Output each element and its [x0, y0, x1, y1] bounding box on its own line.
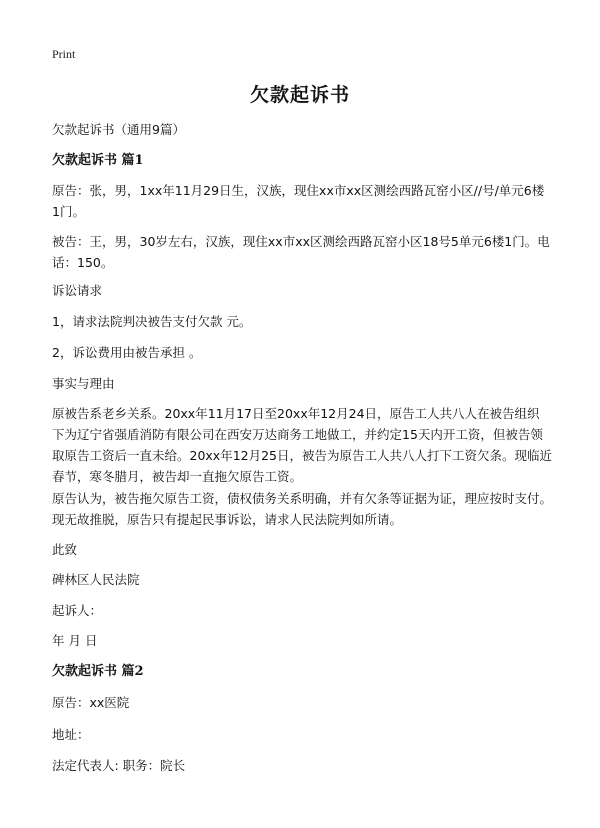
section-2-heading: 欠款起诉书 篇2	[52, 664, 144, 679]
claim-item-1: 1，请求法院判决被告支付欠款 元。	[52, 314, 252, 329]
facts-paragraph-1: 原被告系老乡关系。20xx年11月17日至20xx年12月24日，原告工人共八人在被告组织下为辽宁省强盾消防有限公司在西安万达商务工地做工，并约定15天内开工资，但被告领取原告工资后一直未给。20xx年12月25日，被告为原告工人共八人打下工资欠条。现临近春节，寒冬腊月，被告却一直拖欠原告工资。	[52, 406, 553, 484]
address-label: 地址：	[52, 727, 90, 742]
facts-heading: 事实与理由	[52, 376, 115, 391]
date-line: 年 月 日	[52, 633, 98, 648]
facts-paragraph-2: 原告认为，被告拖欠原告工资，债权债务关系明确，并有欠条等证据为证，理应按时支付。现无故推脱，原告只有提起民事诉讼，请求人民法院判如所请。	[52, 491, 553, 527]
document-subtitle: 欠款起诉书（通用9篇）	[52, 122, 185, 137]
claims-heading: 诉讼请求	[52, 283, 103, 298]
plaintiff-paragraph: 原告：张，男，1xx年11月29日生，汉族，现住xx市xx区测绘西路瓦窑小区//号/单元6楼1门。	[52, 183, 545, 219]
claim-item-2: 2，诉讼费用由被告承担 。	[52, 345, 202, 360]
defendant-paragraph: 被告：王，男，30岁左右，汉族，现住xx市xx区测绘西路瓦窑小区18号5单元6楼1门。电话：150。	[52, 234, 550, 270]
signer-label: 起诉人：	[52, 603, 103, 618]
salutation-label: 此致	[52, 542, 78, 557]
document-title: 欠款起诉书	[249, 84, 350, 106]
print-label[interactable]: Print	[52, 47, 76, 61]
legal-representative: 法定代表人: 职务：院长	[52, 758, 186, 773]
court-name: 碑林区人民法院	[52, 572, 140, 587]
plaintiff-2: 原告：xx医院	[52, 695, 130, 710]
section-1-heading: 欠款起诉书 篇1	[52, 153, 144, 168]
